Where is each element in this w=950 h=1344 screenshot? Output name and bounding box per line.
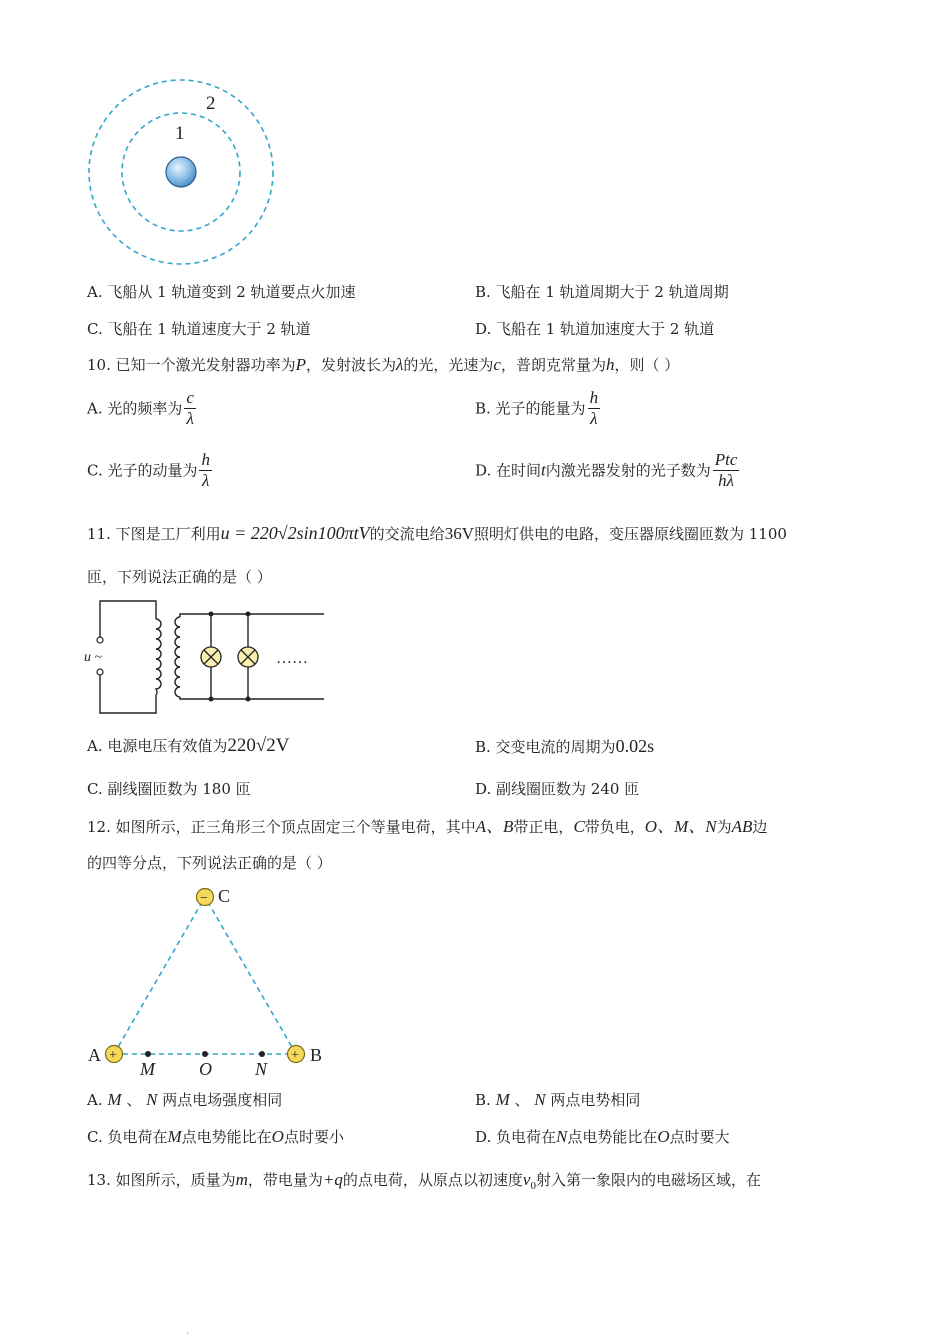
q10-option-d: D. 在时间t内激光器发射的光子数为 $\frac{\text{Ptc}}{h\lambda}$ [475, 450, 738, 490]
label-m: M [140, 1059, 155, 1079]
lamp-1 [201, 647, 221, 667]
label-o: O [199, 1059, 212, 1079]
lamp-2 [238, 647, 258, 667]
label-c: C [218, 886, 231, 906]
q9-option-d: D. 飞船在 1 轨道加速度大于 2 轨道 [475, 320, 715, 338]
q11-option-c: C. 副线圈匝数为 180 匝 [87, 780, 251, 798]
orbit-label-2: 2 [206, 93, 216, 114]
q12-option-a: A. M 、 N 两点电场强度相同 [87, 1090, 283, 1109]
transformer-circuit-figure [80, 595, 340, 720]
footer-mark: . [186, 1326, 190, 1337]
label-a: A [88, 1045, 101, 1065]
q11-option-a: A. 电源电压有效值为220√2V [87, 735, 290, 756]
q11-option-d: D. 副线圈匝数为 240 匝 [475, 780, 640, 798]
svg-text:+: + [291, 1048, 299, 1063]
svg-text:−: − [200, 891, 208, 906]
label-b: B [310, 1045, 323, 1065]
q10-option-c: C. 光子的动量为 $\frac{h}{\lambda}$ [87, 450, 210, 490]
q9-option-c: C. 飞船在 1 轨道速度大于 2 轨道 [87, 320, 311, 338]
q9-option-a: A. 飞船从 1 轨道变到 2 轨道要点火加速 [87, 283, 356, 301]
point-n [259, 1051, 265, 1057]
label-n: N [255, 1059, 268, 1079]
q10-stem: 10. 已知一个激光发射器功率为P，发射波长为λ的光，光速为c，普朗克常量为h，则（ ） [87, 355, 680, 374]
source-label: u ~ [84, 650, 103, 665]
point-o [202, 1051, 208, 1057]
q11-option-b: B. 交变电流的周期为0.02s [475, 736, 655, 756]
q10-option-b: B. 光子的能量为 $\frac{h}{\lambda}$ [475, 388, 599, 428]
orbit-figure [80, 70, 290, 275]
q10-option-a: A. 光的频率为 $\frac{c}{\lambda}$ [87, 388, 194, 428]
q9-option-b: B. 飞船在 1 轨道周期大于 2 轨道周期 [475, 283, 729, 301]
q12-stem-line1: 12. 如图所示，正三角形三个顶点固定三个等量电荷，其中A、B带正电，C带负电，O、M、N为AB边 [87, 817, 768, 836]
q12-option-b: B. M 、 N 两点电势相同 [475, 1090, 641, 1109]
q12-option-d: D. 负电荷在N点电势能比在O点时要大 [475, 1127, 730, 1146]
q12-stem-line2: 的四等分点，下列说法正确的是（ ） [87, 854, 332, 872]
orbit-label-1: 1 [175, 123, 185, 144]
q13-stem: 13. 如图所示，质量为m，带电量为+q的点电荷，从原点以初速度$v_0$射入第一象限内的电磁场区域，在 [87, 1170, 761, 1192]
planet [166, 157, 196, 187]
svg-text:+: + [109, 1048, 117, 1063]
q12-option-c: C. 负电荷在M点电势能比在O点时要小 [87, 1127, 344, 1146]
q11-stem-line2: 匝，下列说法正确的是（ ） [87, 568, 272, 586]
charge-triangle-figure [80, 880, 340, 1080]
point-m [145, 1051, 151, 1057]
q11-stem-line1: 11. 下图是工厂利用u = 220√2sin100πtV的交流电给36V照明灯供电的电路，变压器原线圈匝数为 1100 [87, 523, 787, 543]
more-lamps-dots: …… [276, 650, 308, 667]
